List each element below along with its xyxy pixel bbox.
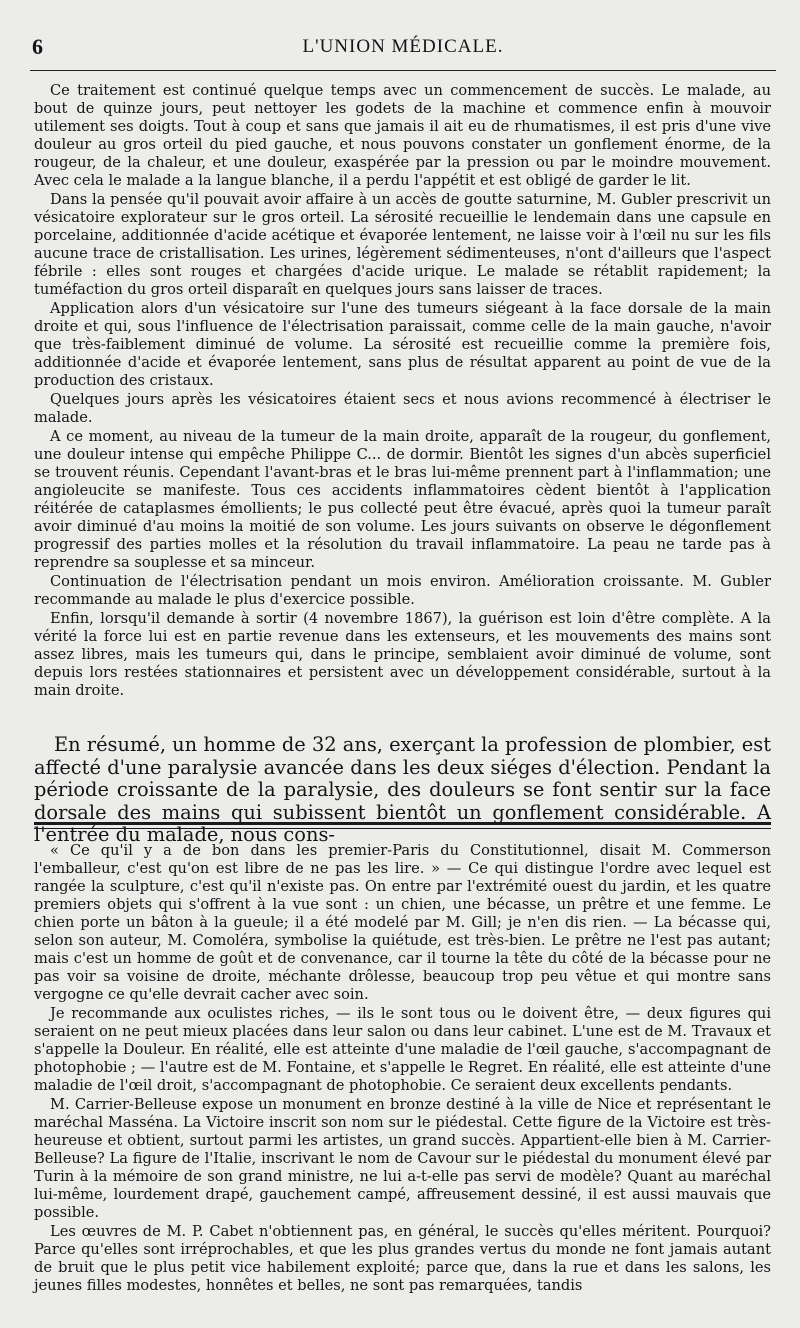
feuilleton-paragraph: « Ce qu'il y a de bon dans les premier-Paris du Constitutionnel, disait M. Commerson l'emballeur, c'est qu'on est libre de ne pas les lire. » — Ce qui distingue l'ordre avec lequel est rangée la sculpture, c'est qu'il n'existe pas. On entre par l'extrémité ouest du jardin, et les quatre premiers objets qui s'offrent à la vue sont : un chien, une bécasse, un prêtre et une femme. Le chien porte un bâton à la gueule; il a été modelé par M. Gill; je n'en dis rien. — La bécasse qui, selon son auteur, M. Comoléra, symbolise la quiétude, est très-bien. Le prêtre ne l'est pas autant; mais c'est un homme de goût et de convenance, car il tourne la tête du côté de la bécasse pour ne pas voir sa voisine de droite, méchante drôlesse, beaucoup trop peu vêtue et qui montre sans vergogne ce qu'elle devrait cacher avec soin. xyxy=(34,842,771,1003)
article-paragraph: Continuation de l'électrisation pendant un mois environ. Amélioration croissante. M. Gubler recommande au malade le plus d'exercice possible. xyxy=(34,573,771,608)
feuilleton-rule-thick xyxy=(34,822,771,825)
article-paragraph: Dans la pensée qu'il pouvait avoir affaire à un accès de goutte saturnine, M. Gubler prescrivit un vésicatoire explorateur sur le gros orteil. La sérosité recueillie le lendemain dans une capsule en porcelaine, additionnée d'acide acétique et évaporée lentement, ne laisse voir à l'œil nu sur les fils aucune trace de cristallisation. Les urines, légèrement sédimenteuses, n'ont d'ailleurs que l'aspect fébrile : elles sont rouges et chargées d'acide urique. Le malade se rétablit rapidement; la tuméfaction du gros orteil disparaît en quelques jours sans laisser de traces. xyxy=(34,191,771,298)
article-paragraph: Enfin, lorsqu'il demande à sortir (4 novembre 1867), la guérison est loin d'être complète. A la vérité la force lui est en partie revenue dans les extenseurs, et les mouvements des mains sont assez libres, mais les tumeurs qui, dans le principe, semblaient avoir diminué de volume, sont depuis lors restées stationnaires et persistent avec un développement considérable, surtout à la main droite. xyxy=(34,610,771,699)
main-article xyxy=(34,82,771,700)
feuilleton-paragraph: Les œuvres de M. P. Cabet n'obtiennent pas, en général, le succès qu'elles méritent. Pourquoi? Parce qu'elles sont irréprochables, et que les plus grandes vertus du monde ne font jamais autant de bruit que le plus petit vice habilement exploité; parce que, dans la rue et dans les salons, les jeunes filles modestes, honnêtes et belles, ne sont pas remarquées, tandis xyxy=(34,1223,771,1294)
summary-section xyxy=(34,734,771,847)
feuilleton-paragraph: M. Carrier-Belleuse expose un monument en bronze destiné à la ville de Nice et représentant le maréchal Masséna. La Victoire inscrit son nom sur le piédestal. Cette figure de la Victoire est très-heureuse et obtient, surtout parmi les artistes, un grand succès. Appartient-elle bien à M. Carrier-Belleuse? La figure de l'Italie, inscrivant le nom de Cavour sur le piédestal du monument élevé par Turin à la mémoire de son grand ministre, ne lui a-t-elle pas servi de modèle? Quant au maréchal lui-même, lourdement drapé, gauchement campé, affreusement dessiné, il est aussi mauvais que possible. xyxy=(34,1096,771,1221)
summary-paragraph: En résumé, un homme de 32 ans, exerçant la profession de plombier, est affecté d'une paralysie avancée dans les deux siéges d'élection. Pendant la période croissante de la paralysie, des douleurs se font sentir sur la face dorsale des mains qui subissent bientôt un gonflement considérable. A l'entrée du malade, nous cons- xyxy=(34,733,771,846)
article-paragraph: Application alors d'un vésicatoire sur l'une des tumeurs siégeant à la face dorsale de la main droite et qui, sous l'influence de l'électrisation paraissait, comme celle de la main gauche, n'avoir que très-faiblement diminué de volume. La sérosité est recueillie comme la première fois, additionnée d'acide et évaporée lentement, sans plus de résultat apparent au point de vue de la production des cristaux. xyxy=(34,300,771,389)
feuilleton-section xyxy=(34,842,771,1295)
article-paragraph: Quelques jours après les vésicatoires étaient secs et nous avions recommencé à électriser le malade. xyxy=(34,391,771,426)
page-header xyxy=(30,34,776,62)
feuilleton-paragraph: Je recommande aux oculistes riches, — ils le sont tous ou le doivent être, — deux figures qui seraient on ne peut mieux placées dans leur salon ou dans leur cabinet. L'une est de M. Travaux et s'appelle la Douleur. En réalité, elle est atteinte d'une maladie de l'œil gauche, s'accompagnant de photophobie ; — l'autre est de M. Fontaine, et s'appelle le Regret. En réalité, elle est atteinte d'une maladie de l'œil droit, s'accompagnant de photophobie. Ce seraient deux excellents pendants. xyxy=(34,1005,771,1094)
article-paragraph: Ce traitement est continué quelque temps avec un commencement de succès. Le malade, au bout de quinze jours, peut nettoyer les godets de la machine et commence enfin à mouvoir utilement ses doigts. Tout à coup et sans que jamais il ait eu de rhumatismes, il est pris d'une vive douleur au gros orteil du pied gauche, et nous pouvons constater un gonflement énorme, de la rougeur, de la chaleur, et une douleur, exaspérée par la pression ou par le moindre mouvement. Avec cela le malade a la langue blanche, il a perdu l'appétit et est obligé de garder le lit. xyxy=(34,82,771,189)
running-title: L'UNION MÉDICALE. xyxy=(302,36,504,57)
feuilleton-rule-thin xyxy=(34,828,771,829)
page-number: 6 xyxy=(32,34,43,59)
article-paragraph: A ce moment, au niveau de la tumeur de la main droite, apparaît de la rougeur, du gonflement, une douleur intense qui empêche Philippe C... de dormir. Bientôt les signes d'un abcès superficiel se trouvent réunis. Cependant l'avant-bras et le bras lui-même prennent part à l'inflammation; une angioleucite se manifeste. Tous ces accidents inflammatoires cèdent bientôt à l'application réitérée de cataplasmes émollients; le pus collecté peut être évacué, après quoi la tumeur paraît avoir diminué d'au moins la moitié de son volume. Les jours suivants on observe le dégonflement progressif des parties molles et la résolution du travail inflammatoire. La peau ne tarde pas à reprendre sa souplesse et sa minceur. xyxy=(34,428,771,571)
header-rule xyxy=(30,70,776,71)
